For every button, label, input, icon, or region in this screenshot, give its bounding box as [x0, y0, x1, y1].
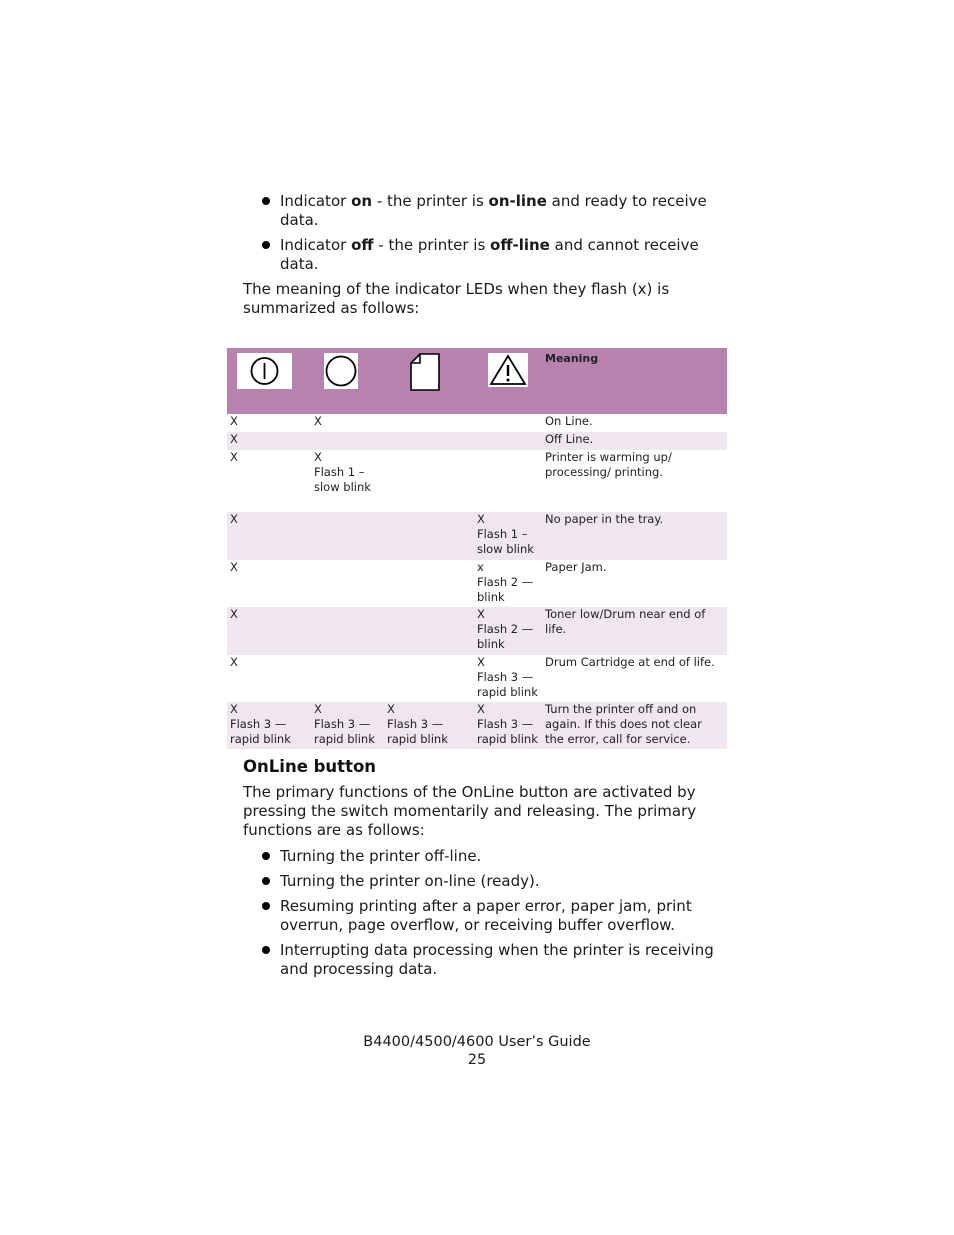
- bullet-icon: [262, 241, 270, 249]
- table-cell: X: [314, 414, 322, 428]
- table-cell: [384, 512, 474, 560]
- table-cell: On Line.: [545, 414, 593, 428]
- table-cell: [384, 432, 474, 450]
- paper-icon: [410, 353, 440, 391]
- list-item: [262, 847, 732, 866]
- table-row: [227, 414, 727, 432]
- table-cell: X: [230, 450, 238, 464]
- bullet-icon: [262, 197, 270, 205]
- table-cell: [384, 414, 474, 432]
- header-cell: [542, 348, 727, 414]
- bullet-text: Turning the printer on-line (ready).: [280, 872, 540, 890]
- table-cell: X: [227, 607, 311, 655]
- list-item: [262, 872, 732, 891]
- bullet-bold: off-line: [490, 236, 550, 254]
- table-row: [227, 432, 727, 450]
- table-cell: X Flash 1 – slow blink: [314, 450, 371, 494]
- bullet-text: and ready to receive data.: [280, 192, 707, 229]
- power-icon: [237, 353, 292, 389]
- header-cell: [311, 348, 384, 414]
- table-cell: X: [230, 414, 238, 428]
- bullet-text: Indicator: [280, 192, 352, 210]
- bullet-text: and cannot receive data.: [280, 236, 699, 273]
- bullet-icon: [262, 877, 270, 885]
- table-cell: [474, 450, 542, 512]
- table-cell: [474, 414, 542, 432]
- table-cell: X: [230, 560, 238, 574]
- section-heading: OnLine button: [243, 757, 377, 776]
- table-cell: Paper Jam.: [545, 560, 607, 574]
- header-cell: [384, 348, 474, 414]
- list-item: [262, 897, 732, 935]
- bullet-text: - the printer is: [373, 236, 491, 254]
- table-row: [227, 607, 727, 655]
- list-item: [262, 236, 732, 274]
- ready-ring-icon: [324, 353, 358, 389]
- footer-guide-title: B4400/4500/4600 User’s Guide: [363, 1034, 591, 1050]
- list-item: [262, 192, 732, 230]
- table-cell: No paper in the tray.: [542, 512, 727, 560]
- table-cell: [474, 432, 542, 450]
- header-cell: [227, 348, 311, 414]
- table-cell: [311, 432, 384, 450]
- bullet-icon: [262, 852, 270, 860]
- bullet-bold: on: [351, 192, 373, 210]
- led-indicator-table: [227, 348, 727, 749]
- table-cell: [384, 607, 474, 655]
- bullet-bold: on-line: [488, 192, 547, 210]
- warning-triangle-icon: [488, 353, 528, 387]
- table-cell: [384, 450, 474, 512]
- table-cell: Drum Cartridge at end of life.: [545, 655, 715, 669]
- table-row: [227, 655, 727, 702]
- table-cell: Toner low/Drum near end of life.: [542, 607, 727, 655]
- bullet-text: Interrupting data processing when the printer is receiving and processing data.: [280, 941, 714, 978]
- table-row: [227, 702, 727, 749]
- table-cell: X Flash 3 — rapid blink: [477, 655, 538, 699]
- table-cell: [311, 607, 384, 655]
- table-row: [227, 512, 727, 560]
- table-row: [227, 560, 727, 607]
- table-header-row: [227, 348, 727, 414]
- bullet-icon: [262, 946, 270, 954]
- table-cell: x Flash 2 — blink: [477, 560, 534, 604]
- bullet-bold: off: [351, 236, 374, 254]
- table-cell: X Flash 3 — rapid blink: [227, 702, 311, 749]
- table-cell: X Flash 2 — blink: [474, 607, 542, 655]
- table-cell: X Flash 3 — rapid blink: [311, 702, 384, 749]
- bullet-text: Indicator: [280, 236, 352, 254]
- table-cell: Printer is warming up/ processing/ printing.: [545, 450, 672, 479]
- table-cell: X: [227, 512, 311, 560]
- bullet-text: Turning the printer off-line.: [280, 847, 482, 865]
- page-number: 25: [467, 1052, 487, 1068]
- table-cell: X Flash 1 – slow blink: [474, 512, 542, 560]
- table-cell: [311, 655, 384, 702]
- table-cell: Turn the printer off and on again. If this does not clear the error, call for service.: [542, 702, 727, 749]
- table-cell: X Flash 3 — rapid blink: [384, 702, 474, 749]
- table-cell: [384, 560, 474, 607]
- bullet-text: Resuming printing after a paper error, paper jam, print overrun, page overflow, or receiving buffer overflow.: [280, 897, 692, 934]
- table-cell: [311, 512, 384, 560]
- table-cell: X: [227, 432, 311, 450]
- table-row: [227, 450, 727, 512]
- table-cell: X: [230, 655, 238, 669]
- table-cell: X Flash 3 — rapid blink: [474, 702, 542, 749]
- online-paragraph: The primary functions of the OnLine button are activated by pressing the switch momentarily and releasing. The primary functions are as follows:: [243, 783, 697, 839]
- meaning-header: Meaning: [545, 352, 599, 365]
- list-item: [262, 941, 732, 979]
- table-cell: Off Line.: [542, 432, 727, 450]
- header-cell: [474, 348, 542, 414]
- table-cell: [384, 655, 474, 702]
- table-cell: [311, 560, 384, 607]
- bullet-text: - the printer is: [372, 192, 489, 210]
- bullet-icon: [262, 902, 270, 910]
- intro-paragraph: The meaning of the indicator LEDs when they flash (x) is summarized as follows:: [243, 280, 670, 317]
